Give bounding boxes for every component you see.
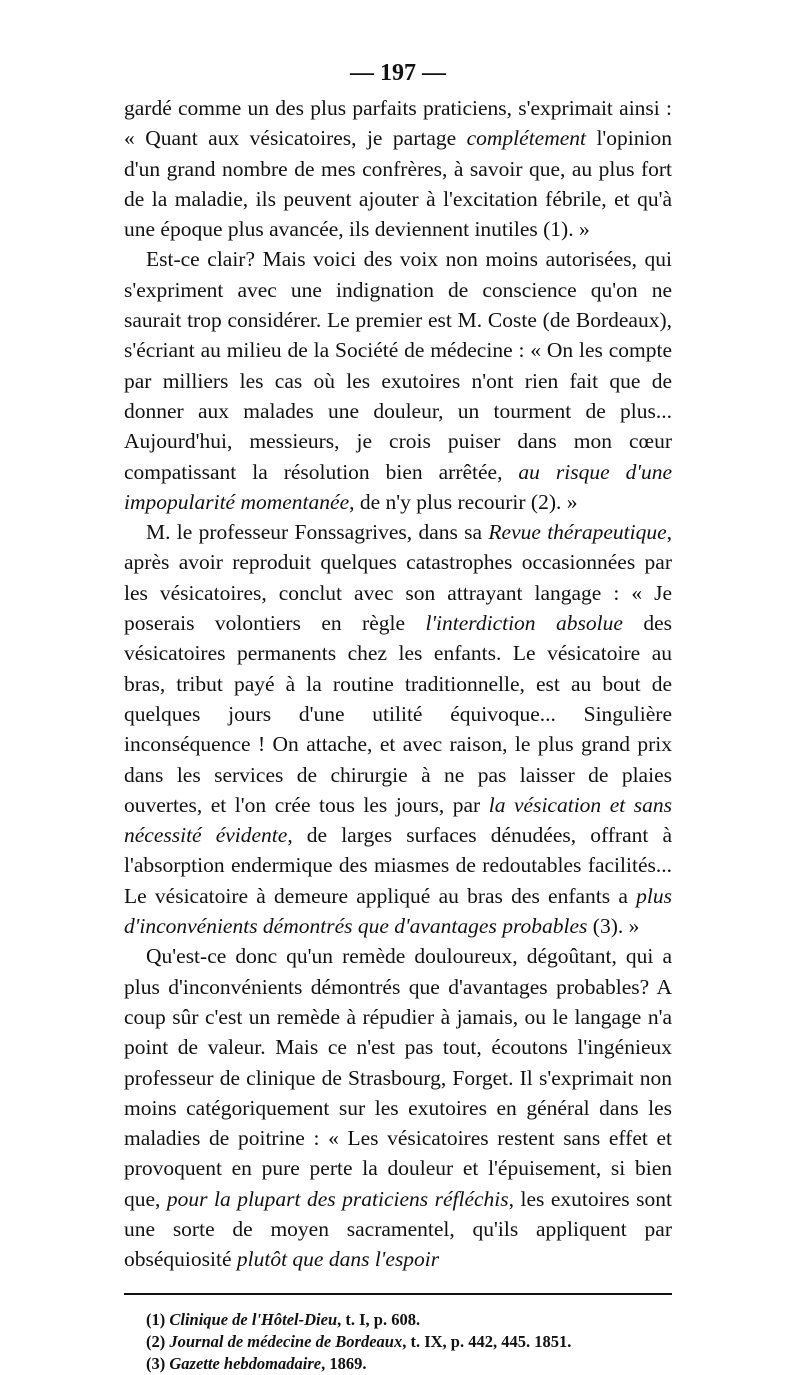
italic-segment: l'interdiction absolue [425,611,623,636]
footnote-rule [124,1293,672,1295]
footnote-ref: , t. I, p. 608. [337,1309,421,1329]
italic-segment: Revue thérapeutique [488,520,667,545]
text-segment: , de n'y plus recourir (2). » [349,489,578,514]
footnote-marker: (3) [146,1353,170,1373]
text-segment: , après avoir reproduit quelques catastrophes occasionnées par les vésicatoires, conclut avec son attrayant langage : « Je poserais volontiers en règle [124,520,673,636]
italic-segment: au risque d'une impopularité momentanée [124,459,672,514]
page-number: — 197 — [350,60,446,86]
italic-segment: pour la plupart des praticiens réfléchis [166,1186,509,1211]
book-page [124,55,672,1375]
footnote-title: Gazette hebdomadaire [169,1353,322,1373]
footnote-title: Journal de médecine de Bordeaux [169,1331,403,1351]
footnotes [124,1309,672,1375]
text-segment: M. le professeur Fonssagrives, dans sa [146,520,489,545]
text-segment: , de larges surfaces dénudées, offrant à l'absorption endermique des miasmes de redoutables facilités... Le vésicatoire à demeure appliqué au bras des enfants a [124,823,672,908]
text-segment: Est-ce clair? Mais voici des voix non moins autorisées, qui s'expriment avec une indignation de conscience qu'on ne saurait trop considérer. Le premier est M. Coste (de Bordeaux), s'écriant au milieu de la Société de médecine : « On les compte par milliers les cas où les exutoires n'ont rien fait que de donner aux malades une douleur, un tourment de plus... Aujourd'hui, messieurs, je crois puiser dans mon cœur compatissant la résolution bien arrêtée, [124,247,672,484]
footnote-ref: , t. IX, p. 442, 445. 1851. [402,1331,572,1351]
text-segment: des vésicatoires permanents chez les enfants. Le vésicatoire au bras, tribut payé à la routine traditionnelle, est au bout de quelques jours d'une utilité équivoque... Singulière inconséquence ! On attache, et avec raison, le plus grand prix dans les services de chirurgie à ne pas laisser de plaies ouvertes, et l'on crée tous les jours, par [124,611,672,817]
text-segment: Qu'est-ce donc qu'un remède douloureux, dégoûtant, qui a plus d'inconvénients démontrés que d'avantages probables? A coup sûr c'est un remède à répudier à jamais, ou le langage n'a point de valeur. Mais ce n'est pas tout, écoutons l'ingénieux professeur de clinique de Strasbourg, Forget. Il s'exprimait non moins catégoriquement sur les exutoires en général dans les maladies de poitrine : « Les vésicatoires restent sans effet et provoquent en pure perte la douleur et l'épuisement, si bien que, [124,944,672,1211]
footnote-ref: , 1869. [321,1353,367,1373]
paragraph-1 [124,93,672,244]
paragraph-2 [124,244,672,517]
text-segment: gardé comme un des plus parfaits praticiens, s'exprimait ainsi : « Quant aux vésicatoires, je partage [124,96,672,151]
text-segment: (3). » [587,914,640,939]
body-text [124,93,672,1275]
text-segment: , les exutoires sont une sorte de moyen sacramentel, qu'ils appliquent par obséquiosité [124,1186,672,1272]
footnote-1 [146,1309,672,1331]
footnote-3 [146,1353,672,1375]
footnote-2 [146,1331,672,1353]
footnote-marker: (2) [146,1331,170,1351]
footnote-marker: (1) [146,1309,170,1329]
text-segment: l'opinion d'un grand nombre de mes confrères, à savoir que, au plus fort de la maladie, ils peuvent ajouter à l'excitation fébrile, et qu'à une époque plus avancée, ils deviennent inutiles (1). » [124,126,672,242]
footnote-title: Clinique de l'Hôtel-Dieu [169,1309,338,1329]
paragraph-4 [124,941,672,1274]
italic-segment: plus d'inconvénients démontrés que d'avantages probables [124,883,672,939]
italic-segment: complétement [466,126,587,151]
italic-segment: la vésication et sans nécessité évidente [124,792,672,848]
italic-segment: plutôt que dans l'espoir [236,1247,440,1272]
paragraph-3 [124,517,672,941]
